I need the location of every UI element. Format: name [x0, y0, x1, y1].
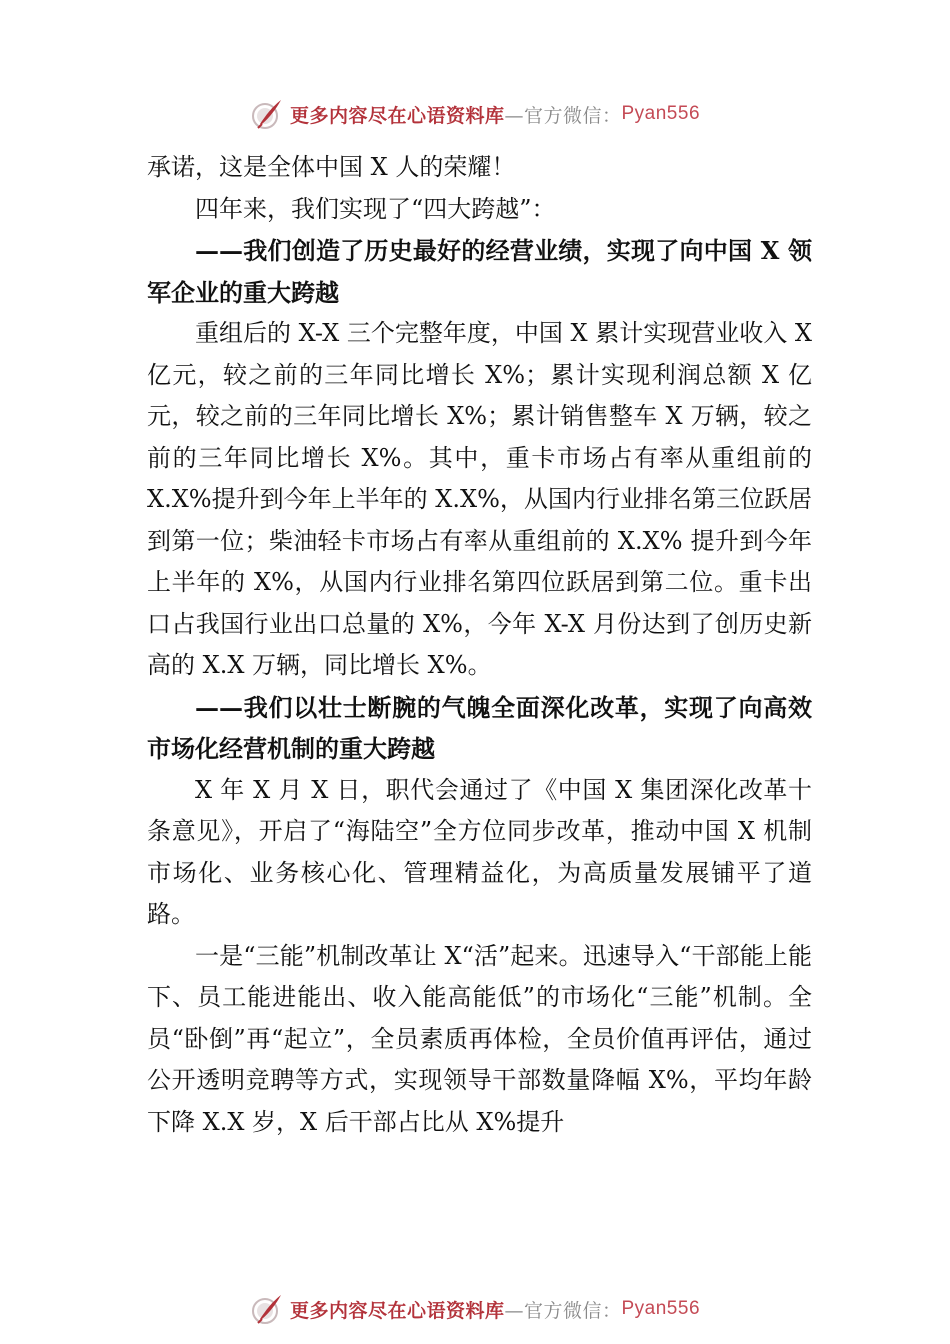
- paragraph: X 年 X 月 X 日，职代会通过了《中国 X 集团深化改革十条意见》，开启了“海陆空”全方位同步改革，推动中国 X 机制市场化、业务核心化、管理精益化，为高质量发展铺平了道路。: [147, 775, 812, 928]
- paragraph: 一是“三能”机制改革让 X“活”起来。迅速导入“干部能上能下、员工能进能出、收入能高能低”的市场化“三能”机制。全员“卧倒”再“起立”，全员素质再体检，全员价值再评估，通过公开透明竞聘等方式，实现领导干部数量降幅 X%，平均年龄下降 X.X 岁，X 后干部占比从 X%提升: [147, 941, 812, 1136]
- banner-title: 更多内容尽在心语资料库: [289, 1299, 505, 1322]
- document-body: [147, 147, 812, 1143]
- header-banner: [0, 94, 950, 134]
- quill-logo-icon: [250, 1292, 284, 1326]
- banner-title: 更多内容尽在心语资料库: [289, 104, 505, 127]
- banner-separator: —官方微信：: [504, 104, 622, 127]
- paragraph: 四年来，我们实现了“四大跨越”：: [195, 194, 556, 223]
- paragraph: 重组后的 X-X 三个完整年度，中国 X 累计实现营业收入 X 亿元，较之前的三年同比增长 X%；累计实现利润总额 X 亿元，较之前的三年同比增长 X%；累计销售整车 X 万辆，较之前的三年同比增长 X%。其中，重卡市场占有率从重组前的 X.X%提升到今年上半年的 X.X%，从国内行业排名第三位跃居到第一位；柴油轻卡市场占有率从重组前的 X.X% 提升到今年上半年的 X%，从国内行业排名第四位跃居到第二位。重卡出口占我国行业出口总量的 X%，今年 X-X 月份达到了创历史新高的 X.X 万辆，同比增长 X%。: [147, 319, 812, 679]
- footer-banner: [0, 1289, 950, 1329]
- wechat-id: Pyan556: [621, 103, 701, 124]
- banner-separator: —官方微信：: [504, 1299, 622, 1322]
- quill-logo-icon: [250, 97, 284, 131]
- paragraph: 承诺，这是全体中国 X 人的荣耀！: [147, 153, 516, 181]
- section-heading: ——我们创造了历史最好的经营业绩，实现了向中国 X 领军企业的重大跨越: [147, 236, 812, 307]
- section-heading: ——我们以壮士断腕的气魄全面深化改革，实现了向高效市场化经营机制的重大跨越: [147, 692, 812, 763]
- wechat-id: Pyan556: [621, 1298, 701, 1319]
